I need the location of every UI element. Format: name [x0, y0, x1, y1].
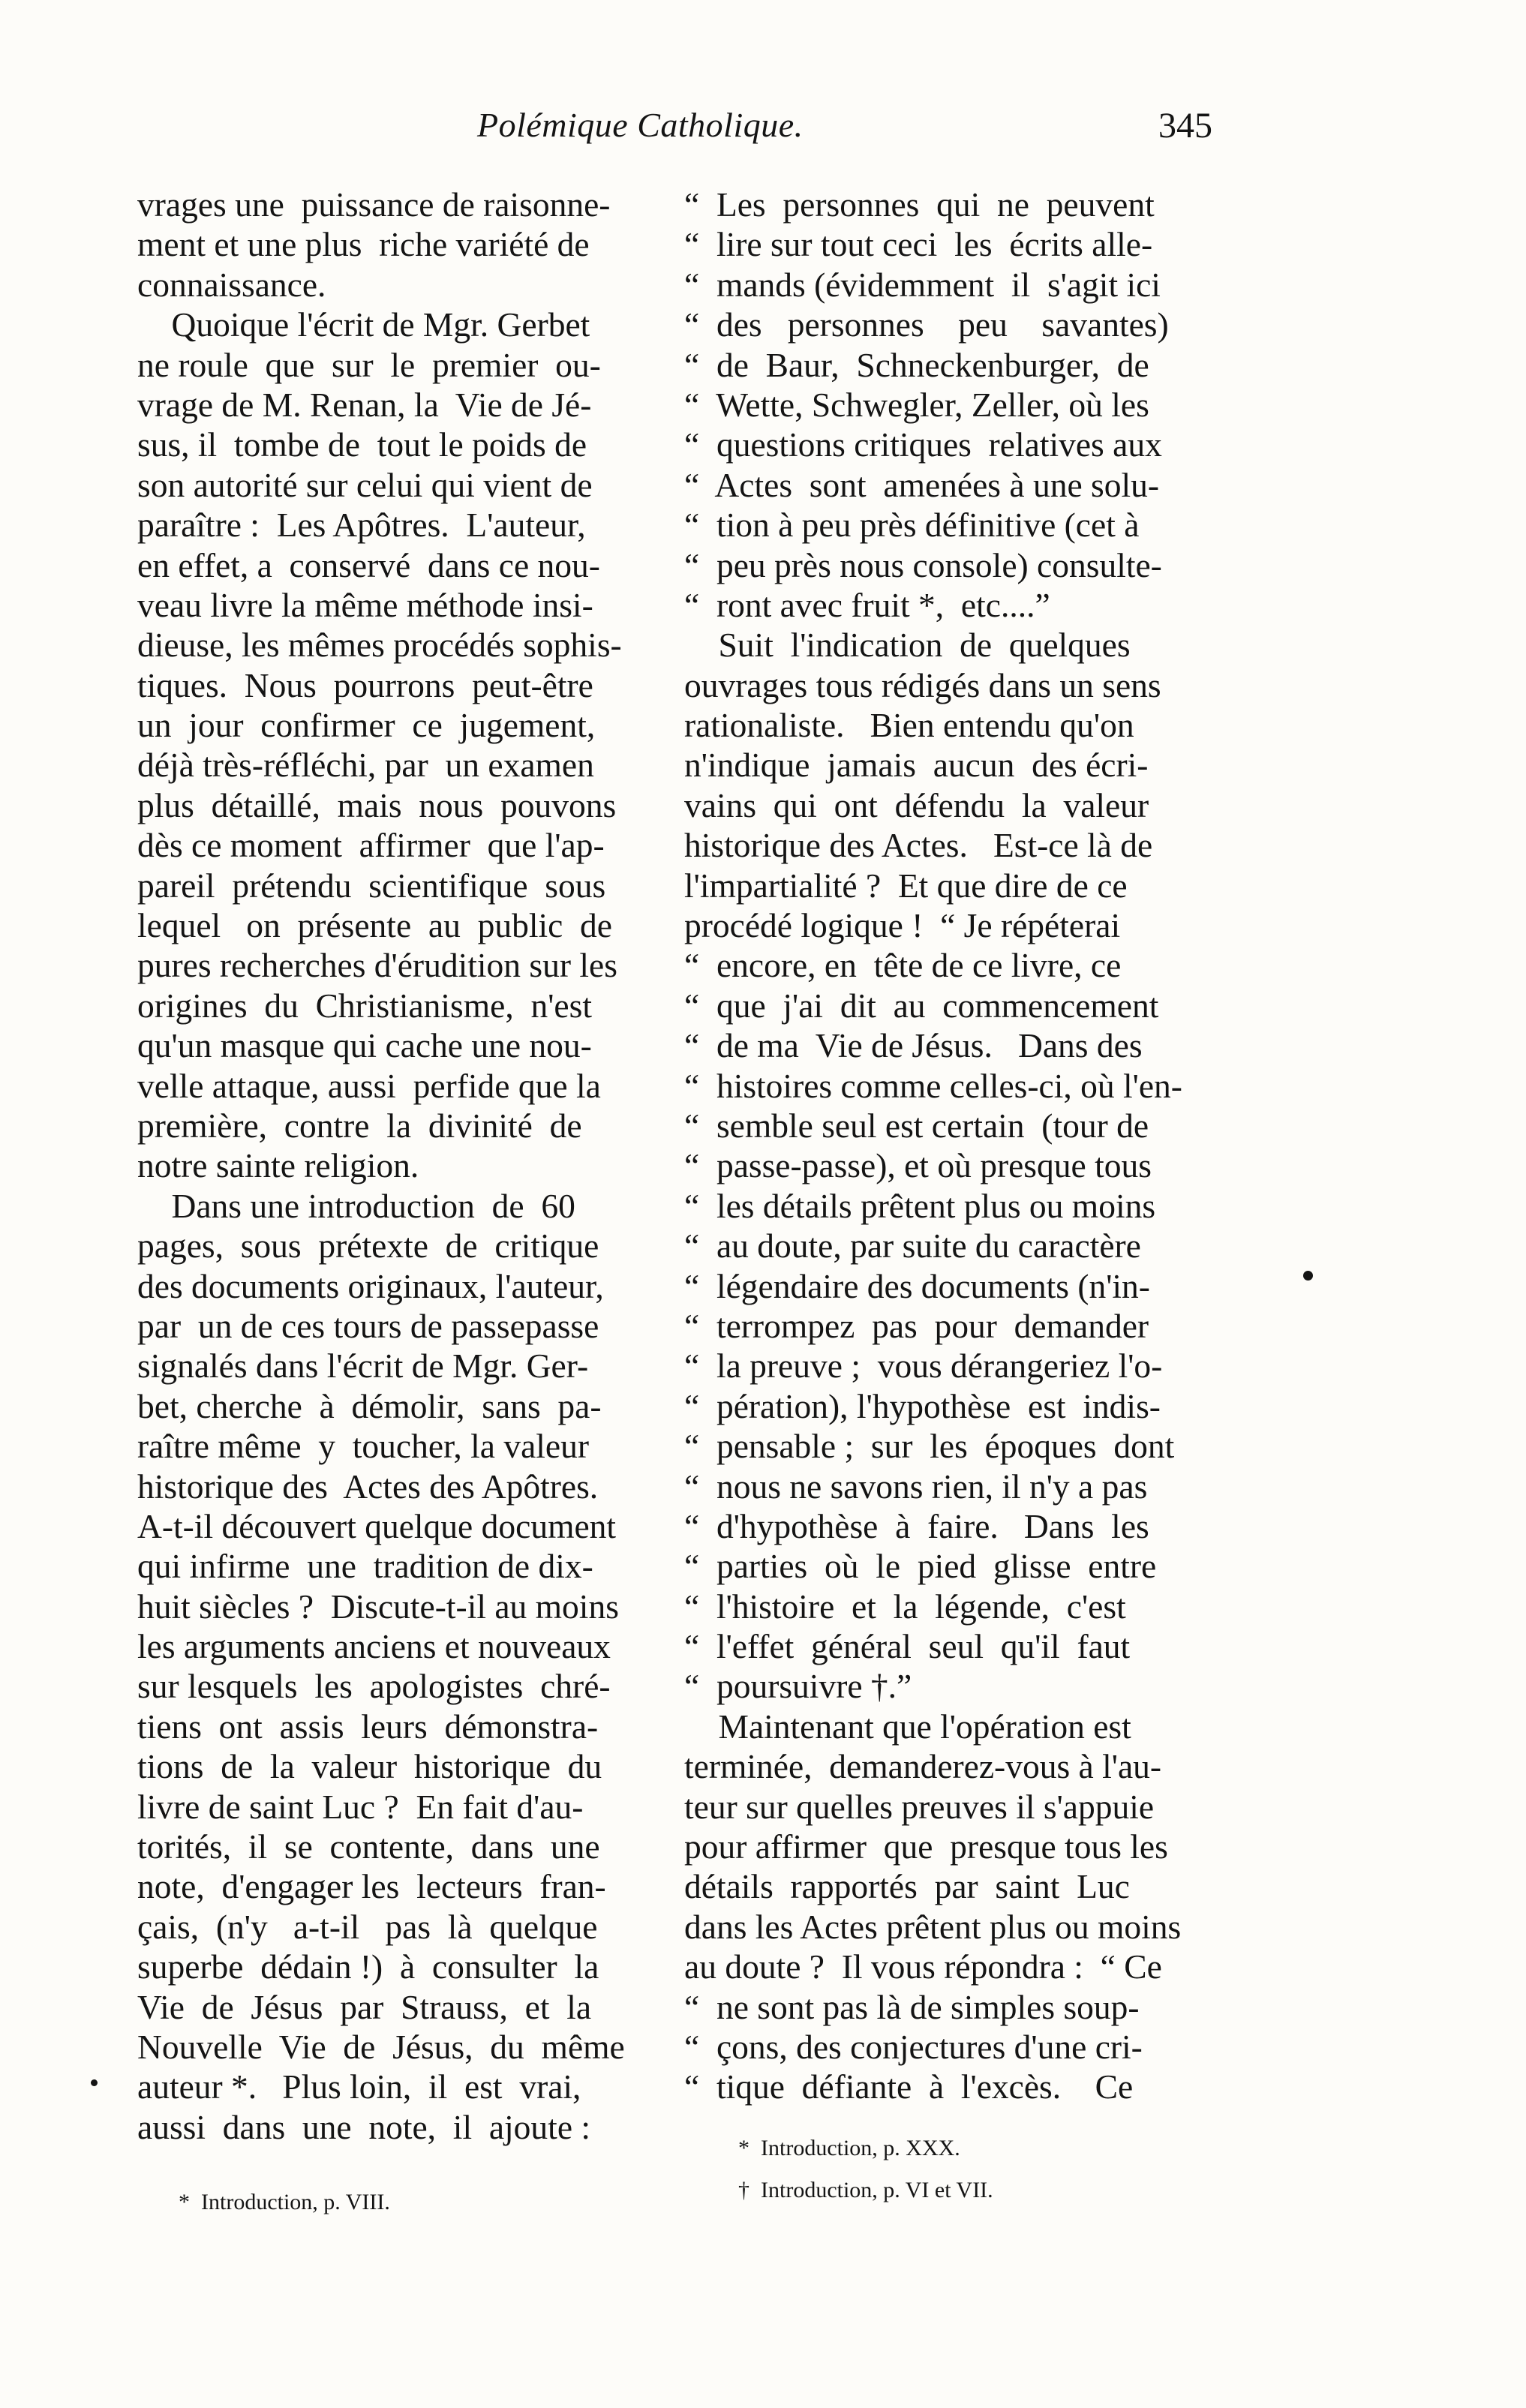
text-line: “ nous ne savons rien, il n'y a pas: [684, 1467, 1148, 1506]
text-line: rationaliste. Bien entendu qu'on: [684, 706, 1134, 745]
text-line: “ les détails prêtent plus ou moins: [684, 1186, 1156, 1225]
text-line: A-t-il découvert quelque document: [137, 1506, 617, 1545]
text-line: dès ce moment affirmer que l'ap-: [137, 826, 605, 865]
text-line: “ au doute, par suite du caractère: [684, 1227, 1141, 1266]
text-line: “ tique défiante à l'excès. Ce: [684, 2067, 1134, 2106]
text-line: “ des personnes peu savantes): [684, 305, 1169, 344]
text-line: les arguments anciens et nouveaux: [137, 1627, 611, 1666]
text-line: “ semble seul est certain (tour de: [684, 1106, 1149, 1145]
text-line: huit siècles ? Discute-t-il au moins: [137, 1587, 619, 1626]
margin-mark: [91, 2079, 98, 2086]
text-line: “ encore, en tête de ce livre, ce: [684, 946, 1122, 985]
text-line: “ mands (évidemment il s'agit ici: [684, 265, 1161, 304]
text-line: note, d'engager les lecteurs fran-: [137, 1867, 606, 1906]
text-line: vains qui ont défendu la valeur: [684, 785, 1149, 824]
text-line: “ d'hypothèse à faire. Dans les: [684, 1506, 1149, 1545]
text-line: tions de la valeur historique du: [137, 1747, 602, 1786]
text-line: Quoique l'écrit de Mgr. Gerbet: [137, 305, 590, 344]
text-line: “ lire sur tout ceci les écrits alle-: [684, 225, 1153, 264]
text-line: “ de ma Vie de Jésus. Dans des: [684, 1026, 1143, 1065]
text-line: notre sainte religion.: [137, 1146, 419, 1185]
text-line: Vie de Jésus par Strauss, et la: [137, 1987, 592, 2026]
text-line: aussi dans une note, il ajoute :: [137, 2107, 591, 2146]
text-line: “ questions critiques relatives aux: [684, 425, 1162, 464]
text-line: sur lesquels les apologistes chré-: [137, 1667, 611, 1706]
text-line: lequel on présente au public de: [137, 906, 613, 945]
text-line: ment et une plus riche variété de: [137, 225, 590, 264]
text-line: détails rapportés par saint Luc: [684, 1867, 1130, 1906]
text-line: superbe dédain !) à consulter la: [137, 1947, 599, 1986]
text-line: auteur *. Plus loin, il est vrai,: [137, 2067, 581, 2106]
text-line: historique des Actes des Apôtres.: [137, 1467, 599, 1506]
left-text-column: [137, 185, 677, 2147]
text-line: en effet, a conservé dans ce nou-: [137, 545, 600, 584]
text-line: connaissance.: [137, 265, 326, 304]
text-line: tiques. Nous pourrons peut-être: [137, 665, 593, 704]
text-line: ne roule que sur le premier ou-: [137, 345, 601, 384]
text-line: “ légendaire des documents (n'in-: [684, 1266, 1150, 1305]
text-line: plus détaillé, mais nous pouvons: [137, 785, 617, 824]
page-number: 345: [1158, 106, 1212, 146]
text-line: Maintenant que l'opération est: [684, 1707, 1131, 1746]
text-line: bet, cherche à démolir, sans pa-: [137, 1386, 602, 1425]
margin-mark: [1303, 1271, 1313, 1281]
text-line: pareil prétendu scientifique sous: [137, 866, 606, 905]
text-line: “ pensable ; sur les époques dont: [684, 1427, 1175, 1466]
text-line: Nouvelle Vie de Jésus, du même: [137, 2027, 625, 2066]
text-line: teur sur quelles preuves il s'appuie: [684, 1787, 1155, 1826]
text-line: “ l'histoire et la légende, c'est: [684, 1587, 1126, 1626]
text-line: paraître : Les Apôtres. L'auteur,: [137, 506, 586, 545]
text-line: qu'un masque qui cache une nou-: [137, 1026, 592, 1065]
text-line: velle attaque, aussi perfide que la: [137, 1066, 601, 1105]
text-line: origines du Christianisme, n'est: [137, 986, 592, 1025]
text-line: “ ne sont pas là de simples soup-: [684, 1987, 1140, 2026]
page-header: [0, 105, 1526, 158]
text-line: son autorité sur celui qui vient de: [137, 465, 593, 504]
text-line: “ de Baur, Schneckenburger, de: [684, 345, 1149, 384]
text-line: sus, il tombe de tout le poids de: [137, 425, 587, 464]
text-line: torités, il se contente, dans une: [137, 1827, 600, 1866]
text-line: “ que j'ai dit au commencement: [684, 986, 1159, 1025]
text-line: Dans une introduction de 60: [137, 1186, 575, 1225]
text-line: “ parties où le pied glisse entre: [684, 1547, 1157, 1586]
text-line: des documents originaux, l'auteur,: [137, 1266, 604, 1305]
text-line: “ la preuve ; vous dérangeriez l'o-: [684, 1347, 1163, 1386]
text-line: première, contre la divinité de: [137, 1106, 582, 1145]
text-line: terminée, demanderez-vous à l'au-: [684, 1747, 1162, 1786]
text-line: “ ront avec fruit *, etc....”: [684, 585, 1050, 624]
text-line: vrages une puissance de raisonne-: [137, 185, 611, 224]
text-line: “ poursuivre †.”: [684, 1667, 912, 1706]
text-line: livre de saint Luc ? En fait d'au-: [137, 1787, 584, 1826]
right-text-column: [684, 185, 1254, 2107]
text-line: procédé logique ! “ Je répéterai: [684, 906, 1121, 945]
text-line: l'impartialité ? Et que dire de ce: [684, 866, 1128, 905]
text-line: déjà très-réfléchi, par un examen: [137, 746, 594, 785]
left-footnote: * Introduction, p. VIII.: [179, 2190, 390, 2214]
text-line: “ Actes sont amenées à une solu-: [684, 465, 1160, 504]
text-line: “ tion à peu près définitive (cet à: [684, 506, 1140, 545]
text-line: historique des Actes. Est-ce là de: [684, 826, 1153, 865]
text-line: Suit l'indication de quelques: [684, 626, 1131, 665]
footnote-line: † Introduction, p. VI et VII.: [738, 2178, 993, 2202]
text-line: ouvrages tous rédigés dans un sens: [684, 665, 1161, 704]
text-line: çais, (n'y a-t-il pas là quelque: [137, 1907, 598, 1946]
text-line: un jour confirmer ce jugement,: [137, 706, 596, 745]
text-line: “ çons, des conjectures d'une cri-: [684, 2027, 1143, 2066]
text-line: dans les Actes prêtent plus ou moins: [684, 1907, 1182, 1946]
text-line: qui infirme une tradition de dix-: [137, 1547, 593, 1586]
right-footnotes: [738, 2127, 993, 2211]
text-line: raître même y toucher, la valeur: [137, 1427, 590, 1466]
text-line: “ Wette, Schwegler, Zeller, où les: [684, 385, 1149, 424]
text-line: “ terrompez pas pour demander: [684, 1306, 1149, 1345]
text-line: par un de ces tours de passepasse: [137, 1306, 599, 1345]
text-line: n'indique jamais aucun des écri-: [684, 746, 1149, 785]
text-line: “ pération), l'hypothèse est indis-: [684, 1386, 1161, 1425]
text-line: veau livre la même méthode insi-: [137, 585, 593, 624]
text-line: “ histoires comme celles-ci, où l'en-: [684, 1066, 1182, 1105]
text-line: “ Les personnes qui ne peuvent: [684, 185, 1155, 224]
text-line: pures recherches d'érudition sur les: [137, 946, 617, 985]
text-line: dieuse, les mêmes procédés sophis-: [137, 626, 622, 665]
text-line: “ l'effet général seul qu'il faut: [684, 1627, 1131, 1666]
text-line: pages, sous prétexte de critique: [137, 1227, 599, 1266]
text-line: tiens ont assis leurs démonstra-: [137, 1707, 599, 1746]
text-line: signalés dans l'écrit de Mgr. Ger-: [137, 1347, 589, 1386]
running-head: Polémique Catholique.: [477, 106, 804, 144]
footnote-line: * Introduction, p. XXX.: [738, 2136, 960, 2160]
text-line: vrage de M. Renan, la Vie de Jé-: [137, 385, 592, 424]
text-line: “ passe-passe), et où presque tous: [684, 1146, 1152, 1185]
text-line: au doute ? Il vous répondra : “ Ce: [684, 1947, 1162, 1986]
text-line: “ peu près nous console) consulte-: [684, 545, 1162, 584]
text-line: pour affirmer que presque tous les: [684, 1827, 1168, 1866]
